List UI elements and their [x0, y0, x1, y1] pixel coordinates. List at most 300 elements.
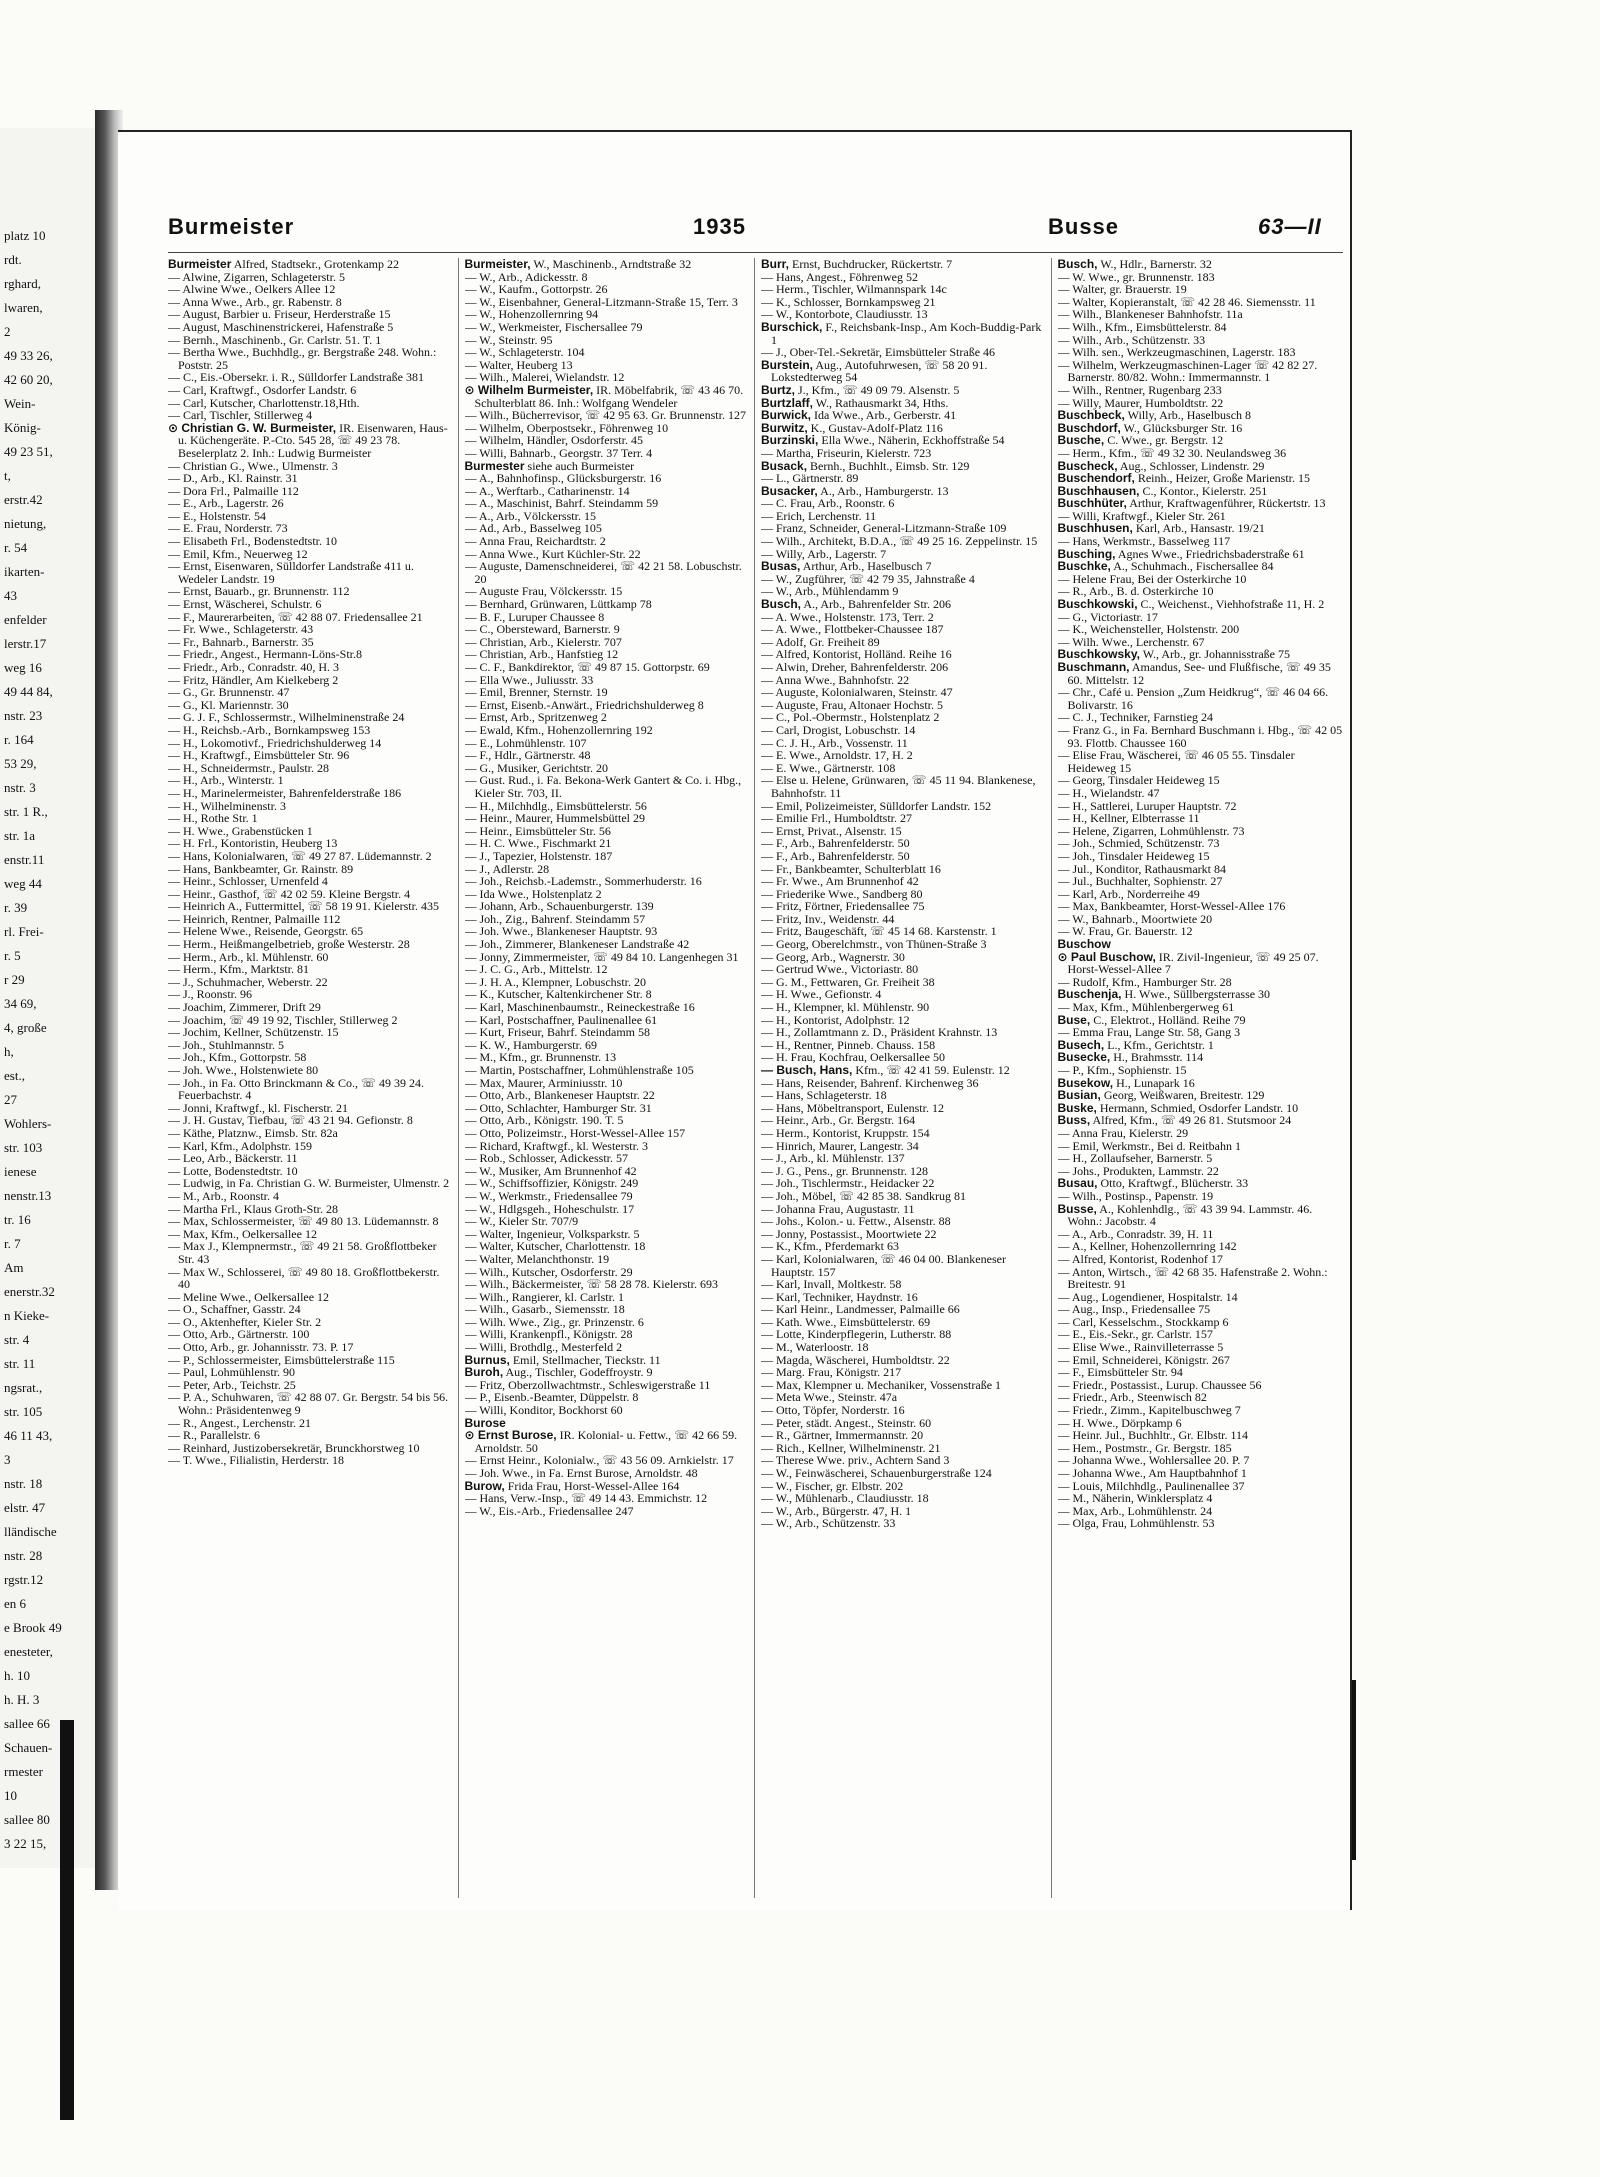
- entry-details: Bernh., Buchhlt., Eimsb. Str. 129: [810, 458, 970, 473]
- entry-details: — Hem., Postmstr., Gr. Bergstr. 185: [1057, 1440, 1232, 1455]
- entry-details: — H., Milchhdlg., Eimsbüttelerstr. 56: [464, 798, 647, 813]
- entry-details: — Ad., Arb., Basselweg 105: [464, 521, 602, 536]
- entry-details: — Max, Bankbeamter, Horst-Wessel-Allee 176: [1057, 899, 1286, 914]
- entry-details: — Herm., Tischler, Wilmannspark 14c: [761, 282, 947, 297]
- directory-entry: [1058, 724, 1345, 749]
- entry-details: — Wilh., Postinsp., Papenstr. 19: [1057, 1188, 1214, 1203]
- entry-details: — G. J. F., Schlossermstr., Wilhelminenstraße 24: [168, 710, 405, 725]
- directory-entry: [465, 384, 751, 409]
- entry-surname: Buschhausen,: [1057, 483, 1140, 498]
- entry-details: — G., Musiker, Gerichtstr. 20: [464, 760, 609, 775]
- entry-details: — Christian G., Wwe., Ulmenstr. 3: [168, 458, 338, 473]
- entry-surname: Busack,: [761, 458, 808, 473]
- entry-details: — Else u. Helene, Grünwaren, ☏ 45 11 94. Blankenese, Bahnhofstr. 11: [761, 773, 1036, 800]
- entry-details: — Alwine Wwe., Oelkers Allee 12: [168, 282, 336, 297]
- directory-entry: [168, 1454, 454, 1467]
- entry-details: Aug., Autofuhrwesen, ☏ 58 20 91. Lokstedterweg 54: [771, 357, 988, 385]
- entry-details: — D., Arb., Kl. Rainstr. 31: [168, 471, 298, 486]
- entry-details: — Joh., Stuhlmannstr. 5: [168, 1037, 285, 1052]
- entry-details: — Karl, Techniker, Haydnstr. 16: [761, 1289, 918, 1304]
- entry-details: — Wilhelm, Händler, Osdorferstr. 45: [464, 433, 643, 448]
- entry-details: — Carl, Drogist, Lobuschstr. 14: [761, 722, 916, 737]
- entry-details: — Max, Kfm., Mühlenbergerweg 61: [1057, 1000, 1235, 1015]
- entry-details: — W., Steinstr. 95: [464, 332, 553, 347]
- entry-details: — Karl Heinr., Landmesser, Palmaille 66: [761, 1302, 960, 1317]
- entry-details: — W., Schiffsoffizier, Königstr. 249: [464, 1176, 639, 1191]
- entry-details: — Hans, Möbeltransport, Eulenstr. 12: [761, 1100, 944, 1115]
- entry-details: W., Glücksburger Str. 16: [1123, 420, 1243, 435]
- entry-details: — Karl, Maschinenbaumstr., Reineckestraße 16: [464, 1000, 695, 1015]
- entry-details: — A., Maschinist, Bahrf. Steindamm 59: [464, 496, 659, 511]
- entry-details: — Hans, Reisender, Bahrenf. Kirchenweg 36: [761, 1075, 979, 1090]
- left-page-fragment: rmester: [4, 1764, 43, 1779]
- left-page-fragment: ikarten-: [4, 564, 45, 579]
- entry-details: — Johanna Frau, Augustastr. 11: [761, 1201, 915, 1216]
- entry-surname: ⊙ Ernst Burose,: [464, 1428, 557, 1443]
- left-page-fragment: enerstr.32: [4, 1284, 55, 1299]
- directory-entry: [761, 359, 1047, 384]
- entry-details: — E., Lohmühlenstr. 107: [464, 735, 587, 750]
- entry-details: — Walter, Kopieranstalt, ☏ 42 28 46. Siemensstr. 11: [1057, 294, 1316, 309]
- left-page-fragment: 3 22 15,: [4, 1836, 47, 1851]
- entry-details: — Hans, Angest., Föhrenweg 52: [761, 269, 918, 284]
- entry-details: — Willi, Kraftwgf., Kieler Str. 261: [1057, 508, 1226, 523]
- entry-details: — R., Gärtner, Immermannstr. 20: [761, 1428, 924, 1443]
- entry-details: — Fritz, Baugeschäft, ☏ 45 14 68. Karstenstr. 1: [761, 924, 997, 939]
- entry-details: — Heinr. Jul., Buchhltr., Gr. Elbstr. 114: [1057, 1428, 1249, 1443]
- entry-details: — Willi, Krankenpfl., Königstr. 28: [464, 1327, 633, 1342]
- entry-details: — Herm., Kontorist, Kruppstr. 154: [761, 1125, 930, 1140]
- entry-details: — Max, Kfm., Oelkersallee 12: [168, 1226, 317, 1241]
- entry-details: — Johs., Produkten, Lammstr. 22: [1057, 1163, 1219, 1178]
- entry-details: — Karl, Postschaffner, Paulinenallee 61: [464, 1012, 658, 1027]
- entry-details: — Helene, Zigarren, Lohmühlenstr. 73: [1057, 823, 1245, 838]
- entry-details: — Lotte, Bodenstedtstr. 10: [168, 1163, 298, 1178]
- entry-details: — Willy, Maurer, Humboldtstr. 22: [1057, 395, 1224, 410]
- entry-details: — Heinr., Eimsbütteler Str. 56: [464, 823, 611, 838]
- entry-surname: Busau,: [1057, 1176, 1098, 1191]
- directory-entry: [465, 1404, 751, 1417]
- entry-details: — A., Bahnhofinsp., Glücksburgerstr. 16: [464, 471, 662, 486]
- entry-details: — H., Wilhelminenstr. 3: [168, 798, 286, 813]
- entry-details: — C. J. H., Arb., Vossenstr. 11: [761, 735, 908, 750]
- entry-details: — R., Parallelstr. 6: [168, 1428, 260, 1443]
- entry-details: C., Elektrot., Holländ. Reihe 79: [1093, 1012, 1246, 1027]
- directory-entry: [1058, 686, 1345, 711]
- entry-details: — O., Schaffner, Gasstr. 24: [168, 1302, 301, 1317]
- entry-surname: Burose: [464, 1415, 506, 1430]
- entry-details: — Jonny, Zimmermeister, ☏ 49 84 10. Langenhegen 31: [464, 949, 739, 964]
- entry-details: — Willy, Arb., Lagerstr. 7: [761, 546, 887, 561]
- entry-details: — Hans, Kolonialwaren, ☏ 49 27 87. Lüdemannstr. 2: [168, 848, 432, 863]
- entry-details: — H. C. Wwe., Fischmarkt 21: [464, 836, 612, 851]
- entry-details: — Johann, Arb., Schauenburgerstr. 139: [464, 899, 654, 914]
- left-page-fragment: 27: [4, 1092, 17, 1107]
- left-page-fragment: 49 33 26,: [4, 348, 53, 363]
- entry-details: — E. Frau, Norderstr. 73: [168, 521, 288, 536]
- entry-details: — Wilh., Bäckermeister, ☏ 58 28 78. Kielerstr. 693: [464, 1277, 718, 1292]
- entry-details: — Otto, Arb., Königstr. 190. T. 5: [464, 1113, 624, 1128]
- entry-details: — Max J., Klempnermstr., ☏ 49 21 58. Großflottbeker Str. 43: [168, 1239, 437, 1266]
- entry-surname: Busche,: [1057, 433, 1105, 448]
- entry-surname: Buschke,: [1057, 559, 1111, 574]
- entry-surname: Burmester: [464, 458, 525, 473]
- left-page-fragment: rl. Frei-: [4, 924, 44, 939]
- entry-details: — Hans, Werkmstr., Basselweg 117: [1057, 534, 1231, 549]
- left-page-fragment: lländische: [4, 1524, 57, 1539]
- entry-details: — J., Ober-Tel.-Sekretär, Eimsbütteler Straße 46: [761, 345, 996, 360]
- entry-details: Arthur, Kraftwagenführer, Rückertstr. 13: [1129, 496, 1326, 511]
- page-top-edge: [118, 130, 1350, 132]
- entry-details: — Auguste, Frau, Altonaer Hochstr. 5: [761, 697, 943, 712]
- left-page-fragment: rgstr.12: [4, 1572, 44, 1587]
- entry-details: — Otto, Arb., Gärtnerstr. 100: [168, 1327, 310, 1342]
- left-page-fragment: rdt.: [4, 252, 22, 267]
- entry-details: — Georg, Arb., Wagnerstr. 30: [761, 949, 905, 964]
- entry-details: Ida Wwe., Arb., Gerberstr. 41: [814, 408, 957, 423]
- entry-details: — J. H. Gustav, Tiefbau, ☏ 43 21 94. Gefionstr. 8: [168, 1113, 413, 1128]
- left-page-fragment: erstr.42: [4, 492, 43, 507]
- entry-details: — A., Werftarb., Catharinenstr. 14: [464, 483, 630, 498]
- entry-details: — W., Eisenbahner, General-Litzmann-Straße 15, Terr. 3: [464, 294, 738, 309]
- entry-details: — Wilh., Rangierer, kl. Carlstr. 1: [464, 1289, 624, 1304]
- entry-details: — J., Adlerstr. 28: [464, 861, 550, 876]
- entry-details: — Karl, Arb., Norderreihe 49: [1057, 886, 1200, 901]
- entry-details: — J. H. A., Klempner, Lobuschstr. 20: [464, 974, 647, 989]
- entry-details: A., Schuhmach., Fischersallee 84: [1113, 559, 1274, 574]
- left-page-fragment: str. 103: [4, 1140, 43, 1155]
- entry-details: H., Lunapark 16: [1116, 1075, 1195, 1090]
- entry-details: — Joh., Zimmerer, Blankeneser Landstraße 42: [464, 937, 690, 952]
- entry-details: — Therese Wwe. priv., Achtern Sand 3: [761, 1453, 950, 1468]
- left-page-fragment: weg 44: [4, 876, 42, 891]
- entry-details: — Kurt, Friseur, Bahrf. Steindamm 58: [464, 1025, 650, 1040]
- left-page-fragment: König-: [4, 420, 41, 435]
- header-rule: [168, 252, 1343, 253]
- entry-details: — Carl, Kesselschm., Stockkamp 6: [1057, 1314, 1229, 1329]
- entry-details: — P. A., Schuhwaren, ☏ 42 88 07. Gr. Bergstr. 54 bis 56. Wohn.: Präsidentenweg 9: [168, 1390, 449, 1418]
- entry-details: — Georg, Tinsdaler Heideweg 15: [1057, 773, 1220, 788]
- entry-details: — Anton, Wirtsch., ☏ 42 68 35. Hafenstraße 2. Wohn.: Breitestr. 91: [1057, 1264, 1328, 1292]
- entry-details: F., Reichsbank-Insp., Am Koch-Buddig-Park 1: [771, 319, 1042, 347]
- entry-details: — Walter, Heuberg 13: [464, 357, 573, 372]
- entry-details: — Adolf, Gr. Freiheit 89: [761, 634, 880, 649]
- entry-details: — Ernst, Eisenwaren, Sülldorfer Landstraße 411 u. Wedeler Landstr. 19: [168, 559, 414, 586]
- entry-details: — Bernhard, Grünwaren, Lüttkamp 78: [464, 597, 652, 612]
- page-header: [168, 214, 1338, 248]
- entry-details: Frida Frau, Horst-Wessel-Allee 164: [507, 1478, 680, 1493]
- entry-details: — Anna Frau, Reichardtstr. 2: [464, 534, 606, 549]
- entry-surname: ⊙ Wilhelm Burmeister,: [464, 382, 594, 397]
- entry-details: Karl, Arb., Hansastr. 19/21: [1135, 521, 1265, 536]
- left-page-fragment: 2: [4, 324, 11, 339]
- entry-details: — W., Kieler Str. 707/9: [464, 1214, 579, 1229]
- entry-details: — Lotte, Kinderpflegerin, Lutherstr. 88: [761, 1327, 952, 1342]
- entry-details: Aug., Tischler, Godeffroystr. 9: [505, 1365, 653, 1380]
- entry-details: — Elisabeth Frl., Bodenstedtstr. 10: [168, 534, 337, 549]
- entry-details: — Karl, Kfm., Adolphstr. 159: [168, 1138, 312, 1153]
- entry-details: — Carl, Kraftwgf., Osdorfer Landstr. 6: [168, 382, 357, 397]
- entry-surname: Busekow,: [1057, 1075, 1114, 1090]
- entry-surname: ⊙ Paul Buschow,: [1057, 949, 1156, 964]
- entry-details: — W., Bahnarb., Moortwiete 20: [1057, 911, 1213, 926]
- entry-details: — Christian, Arb., Kielerstr. 707: [464, 634, 622, 649]
- entry-details: H. Wwe., Süllbergsterrasse 30: [1124, 987, 1271, 1002]
- directory-entry: [1058, 1266, 1345, 1291]
- entry-details: — Willi, Brothdlg., Mesterfeld 2: [464, 1340, 623, 1355]
- left-page-fragment: 49 23 51,: [4, 444, 53, 459]
- entry-details: — Hans, Verw.-Insp., ☏ 49 14 43. Emmichstr. 12: [464, 1491, 708, 1506]
- left-page-fragment: nstr. 28: [4, 1548, 43, 1563]
- entry-details: — G., Gr. Brunnenstr. 47: [168, 685, 290, 700]
- entry-details: — Friedr., Arb., Steenwisch 82: [1057, 1390, 1207, 1405]
- entry-surname: Buschkowsky,: [1057, 647, 1140, 662]
- entry-details: — Fritz, Oberzollwachtmstr., Schleswigerstraße 11: [464, 1377, 711, 1392]
- entry-details: — C., Obersteward, Barnerstr. 9: [464, 622, 620, 637]
- page-number: 63—II: [1258, 214, 1322, 239]
- entry-surname: Busse,: [1057, 1201, 1097, 1216]
- entry-details: — Georg, Oberelchmstr., von Thünen-Straße 3: [761, 937, 987, 952]
- entry-details: — Anna Wwe., Bahnhofstr. 22: [761, 672, 910, 687]
- entry-details: — Martin, Postschaffner, Lohmühlenstraße 105: [464, 1063, 694, 1077]
- entry-details: Emil, Stellmacher, Tieckstr. 11: [512, 1352, 661, 1367]
- entry-details: — H., Klempner, kl. Mühlenstr. 90: [761, 1000, 930, 1015]
- column-2: [465, 258, 756, 1898]
- entry-details: — Herm., Kfm., Marktstr. 81: [168, 962, 309, 977]
- left-page-fragment: nstr. 3: [4, 780, 36, 795]
- entry-details: — W., Hohenzollernring 94: [464, 307, 599, 322]
- entry-details: — Ernst, Arb., Spritzenweg 2: [464, 710, 607, 725]
- entry-surname: ⊙ Christian G. W. Burmeister,: [168, 420, 337, 435]
- entry-surname: Burmeister,: [464, 258, 531, 271]
- header-last-entry: Busse: [1048, 214, 1120, 239]
- entry-details: L., Kfm., Gerichtstr. 1: [1107, 1037, 1214, 1052]
- entry-details: — Herm., Kfm., ☏ 49 32 30. Neulandsweg 36: [1057, 445, 1287, 460]
- entry-surname: Burzinski,: [761, 433, 819, 448]
- entry-details: Alfred, Kfm., ☏ 49 26 81. Stutsmoor 24: [1092, 1113, 1292, 1128]
- entry-details: — O., Aktenhefter, Kieler Str. 2: [168, 1314, 322, 1329]
- entry-details: — Fr. Wwe., Schlageterstr. 43: [168, 622, 314, 637]
- entry-details: — Reinhard, Justizobersekretär, Brunckhorstweg 10: [168, 1440, 420, 1455]
- entry-details: — Anna Wwe., Arb., gr. Rabenstr. 8: [168, 294, 342, 309]
- entry-details: — Walter, Kutscher, Charlottenstr. 18: [464, 1239, 646, 1254]
- entry-details: A., Arb., Bahrenfelder Str. 206: [803, 597, 951, 612]
- entry-details: — Aug., Logendiener, Hospitalstr. 14: [1057, 1289, 1238, 1304]
- entry-details: — Joh., Tischlermstr., Heidacker 22: [761, 1176, 935, 1191]
- entry-surname: Burow,: [464, 1478, 505, 1493]
- left-page-fragment: nenstr.13: [4, 1188, 52, 1203]
- entry-details: — W., Arb., Adickesstr. 8: [464, 269, 588, 284]
- entry-details: — Joh., Schmied, Schützenstr. 73: [1057, 836, 1220, 851]
- entry-details: — H., Reichsb.-Arb., Bornkampsweg 153: [168, 722, 371, 737]
- left-page-fragment: rghard,: [4, 276, 41, 291]
- entry-details: — H., Lokomotivf., Friedrichshulderweg 14: [168, 735, 382, 750]
- entry-surname: Burtzlaff,: [761, 395, 813, 410]
- entry-details: Ella Wwe., Näherin, Eckhoffstraße 54: [821, 433, 1005, 448]
- entry-details: — A. Wwe., Holstenstr. 173, Terr. 2: [761, 609, 934, 624]
- left-page-fragment: platz 10: [4, 228, 46, 243]
- entry-details: — Joh., Möbel, ☏ 42 85 38. Sandkrug 81: [761, 1188, 967, 1203]
- entry-details: — Walter, Melanchthonstr. 19: [464, 1251, 610, 1266]
- entry-details: — Meta Wwe., Steinstr. 47a: [761, 1390, 898, 1405]
- entry-details: — A., Kellner, Hohenzollernring 142: [1057, 1239, 1237, 1254]
- column-3: [761, 258, 1052, 1898]
- entry-details: — W., Musiker, Am Brunnenhof 42: [464, 1163, 637, 1178]
- left-page-fragment: est.,: [4, 1068, 25, 1083]
- entry-details: — W., Werkmeister, Fischersallee 79: [464, 319, 643, 334]
- entry-details: — F., Maurerarbeiten, ☏ 42 88 07. Friedensallee 21: [168, 609, 423, 624]
- entry-details: — Joh. Wwe., in Fa. Ernst Burose, Arnoldstr. 48: [464, 1466, 698, 1480]
- entry-surname: Buschhüter,: [1057, 496, 1127, 511]
- left-page-fragment: lerstr.17: [4, 636, 47, 651]
- entry-details: W., Rathausmarkt 34, Hths.: [815, 395, 949, 410]
- entry-surname: Busian,: [1057, 1088, 1101, 1103]
- entry-details: — Fr., Bankbeamter, Schulterblatt 16: [761, 861, 941, 876]
- entry-details: — Helene Wwe., Reisende, Georgstr. 65: [168, 924, 364, 939]
- column-1: [168, 258, 459, 1898]
- entry-details: — Anna Wwe., Kurt Küchler-Str. 22: [464, 546, 641, 561]
- entry-details: Georg, Weißwaren, Breitestr. 129: [1103, 1088, 1265, 1103]
- entry-details: H., Brahmsstr. 114: [1113, 1050, 1204, 1065]
- entry-details: — Meline Wwe., Oelkersallee 12: [168, 1289, 330, 1304]
- entry-details: — Carl, Tischler, Stillerweg 4: [168, 408, 313, 423]
- entry-details: — J. C. G., Arb., Mittelstr. 12: [464, 962, 608, 977]
- entry-details: W., Maschinenb., Arndtstraße 32: [533, 258, 692, 271]
- entry-details: — Heinr., Arb., Gr. Bergstr. 164: [761, 1113, 916, 1128]
- directory-entry: [761, 321, 1047, 346]
- left-page-fragment: 46 11 43,: [4, 1428, 53, 1443]
- entry-details: Alfred, Stadtsekr., Grotenkamp 22: [233, 258, 400, 271]
- entry-details: — Alfred, Kontorist, Holländ. Reihe 16: [761, 647, 952, 662]
- left-page-fragment: sallee 80: [4, 1812, 50, 1827]
- entry-details: — Martha Frl., Klaus Groth-Str. 28: [168, 1201, 338, 1216]
- entry-details: — Joh., Tinsdaler Heideweg 15: [1057, 848, 1210, 863]
- entry-surname: Buschmann,: [1057, 660, 1130, 674]
- entry-details: — G., Victoriastr. 17: [1057, 609, 1158, 624]
- entry-details: — H., Rentner, Pinneb. Chauss. 158: [761, 1037, 936, 1052]
- entry-details: — Ernst, Bauarb., gr. Brunnenstr. 112: [168, 584, 350, 599]
- entry-details: — Wilh., Blankeneser Bahnhofstr. 11a: [1057, 307, 1243, 322]
- entry-details: — C. Frau, Arb., Roonstr. 6: [761, 496, 895, 511]
- entry-surname: Busecke,: [1057, 1050, 1111, 1065]
- entry-details: — Elise Frau, Wäscherei, ☏ 46 05 55. Tinsdaler Heideweg 15: [1057, 748, 1295, 775]
- entry-details: — C. F., Bankdirektor, ☏ 49 87 15. Gottorpstr. 69: [464, 660, 710, 674]
- entry-details: — August, Maschinenstrickerei, Hafenstraße 5: [168, 319, 394, 334]
- entry-details: — Rudolf, Kfm., Hamburger Str. 28: [1057, 974, 1232, 989]
- entry-details: — August, Barbier u. Friseur, Herderstraße 15: [168, 307, 391, 322]
- entry-details: — W., Arb., Bürgerstr. 47, H. 1: [761, 1503, 912, 1518]
- entry-details: — Fritz, Förtner, Friedensallee 75: [761, 899, 925, 914]
- entry-details: — H., Zollaufseher, Barnerstr. 5: [1057, 1151, 1213, 1166]
- entry-details: — F., Hdlr., Gärtnerstr. 48: [464, 748, 591, 763]
- entry-details: — H., Arb., Winterstr. 1: [168, 773, 284, 788]
- entry-details: — Wilhelm, Werkzeugmaschinen-Lager ☏ 42 82 27. Barnerstr. 80/82. Wohn.: Immermannstr. 1: [1057, 357, 1318, 385]
- entry-details: IR. Zivil-Ingenieur, ☏ 49 25 07. Horst-Wessel-Allee 7: [1067, 949, 1319, 977]
- directory-entry: [761, 1253, 1047, 1278]
- entry-details: K., Gustav-Adolf-Platz 116: [810, 420, 943, 435]
- entry-details: — Karl, Invall, Moltkestr. 58: [761, 1277, 902, 1292]
- entry-details: — Max, Maurer, Arminiusstr. 10: [464, 1075, 623, 1090]
- entry-details: — R., Angest., Lerchenstr. 21: [168, 1415, 311, 1430]
- entry-details: — G. M., Fettwaren, Gr. Freiheit 38: [761, 974, 935, 989]
- entry-details: — Otto, Arb., Blankeneser Hauptstr. 22: [464, 1088, 655, 1103]
- entry-details: — Friederike Wwe., Sandberg 80: [761, 886, 923, 901]
- entry-details: — H., Marinelermeister, Bahrenfelderstraße 186: [168, 785, 402, 800]
- entry-details: — B. F., Luruper Chaussee 8: [464, 609, 605, 624]
- directory-page: [118, 130, 1352, 1910]
- entry-surname: Busech,: [1057, 1037, 1105, 1052]
- entry-details: — Ernst, Privat., Alsenstr. 15: [761, 823, 902, 838]
- entry-details: — Heinr., Maurer, Hummelsbüttel 29: [464, 811, 645, 826]
- entry-details: — A., Arb., Conradstr. 39, H. 11: [1057, 1226, 1214, 1241]
- entry-details: — Fritz, Inv., Weidenstr. 44: [761, 911, 895, 926]
- directory-entry: [1058, 1203, 1345, 1228]
- entry-details: — Käthe, Platznw., Eimsb. Str. 82a: [168, 1125, 338, 1140]
- entry-details: — Jul., Konditor, Rathausmarkt 84: [1057, 861, 1227, 876]
- entry-details: — Joh., Zig., Bahrenf. Steindamm 57: [464, 911, 646, 926]
- entry-details: — Hans, Bankbeamter, Gr. Rainstr. 89: [168, 861, 354, 876]
- entry-details: — Wilh., Malerei, Wielandstr. 12: [464, 370, 625, 385]
- entry-details: — Auguste, Kolonialwaren, Steinstr. 47: [761, 685, 953, 700]
- left-page-fragment: Schauen-: [4, 1740, 53, 1755]
- entry-details: — Walter, Ingenieur, Volksparkstr. 5: [464, 1226, 640, 1241]
- entry-details: — W., Mühlenarb., Claudiusstr. 18: [761, 1491, 929, 1506]
- entry-surname: Busch,: [761, 597, 802, 612]
- entry-surname: Buse,: [1057, 1012, 1091, 1027]
- entry-details: Kfm., ☏ 42 41 59. Eulenstr. 12: [855, 1063, 1010, 1077]
- entry-details: — Wilh., Rentner, Rugenbarg 233: [1057, 382, 1222, 397]
- directory-entry: [1058, 749, 1345, 774]
- entry-details: — H. Frl., Kontoristin, Heuberg 13: [168, 836, 338, 851]
- left-page-fragment: en 6: [4, 1596, 27, 1611]
- entry-details: — H. Wwe., Grabenstücken 1: [168, 823, 313, 838]
- entry-details: — Helene Frau, Bei der Osterkirche 10: [1057, 571, 1247, 586]
- entry-details: — Joh., Kfm., Gottorpstr. 58: [168, 1050, 307, 1065]
- entry-details: — Bertha Wwe., Buchhdlg., gr. Bergstraße 248. Wohn.: Poststr. 25: [168, 345, 437, 372]
- entry-details: — Emil, Polizeimeister, Sülldorfer Landstr. 152: [761, 798, 992, 813]
- entry-details: — J., Tapezier, Holstenstr. 187: [464, 848, 613, 863]
- left-page-fragment: weg 16: [4, 660, 42, 675]
- entry-details: — Joh., in Fa. Otto Brinckmann & Co., ☏ 49 39 24. Feuerbachstr. 4: [168, 1075, 425, 1103]
- left-page-fragment: n Kieke-: [4, 1308, 50, 1323]
- directory-entry: [168, 1266, 454, 1291]
- entry-details: — Jonni, Kraftwgf., kl. Fischerstr. 21: [168, 1100, 348, 1115]
- entry-details: — Hinrich, Maurer, Langestr. 34: [761, 1138, 919, 1153]
- entry-surname: Buschow: [1057, 937, 1111, 952]
- left-page-fragment: r. 54: [4, 540, 28, 555]
- entry-details: — Herm., Arb., kl. Mühlenstr. 60: [168, 949, 329, 964]
- left-page-fragment: nietung,: [4, 516, 47, 531]
- entry-surname: Buschenja,: [1057, 987, 1122, 1002]
- entry-details: — K., Kfm., Pferdemarkt 63: [761, 1239, 899, 1254]
- directory-entry: [1058, 1517, 1345, 1530]
- entry-details: — Wilh., Kutscher, Osdorferstr. 29: [464, 1264, 633, 1279]
- directory-entry: [168, 346, 454, 371]
- entry-details: — E., Holstenstr. 54: [168, 508, 266, 523]
- entry-details: — Joh. Wwe., Holstenwiete 80: [168, 1063, 319, 1077]
- entry-details: — Wilh., Architekt, B.D.A., ☏ 49 25 16. Zeppelinstr. 15: [761, 534, 1038, 549]
- entry-details: — K., Kutscher, Kaltenkirchener Str. 8: [464, 987, 652, 1002]
- entry-details: — Joh., Reichsb.-Lademstr., Sommerhuderstr. 16: [464, 874, 702, 889]
- entry-details: — Max W., Schlosserei, ☏ 49 80 18. Großflottbekerstr. 40: [168, 1264, 440, 1292]
- entry-details: — W., Eis.-Arb., Friedensallee 247: [464, 1503, 634, 1518]
- entry-surname: Burr,: [761, 258, 790, 271]
- left-page-edge: [0, 128, 105, 1868]
- entry-details: Willy, Arb., Haselbusch 8: [1127, 408, 1252, 423]
- directory-entry: [465, 1505, 751, 1518]
- entry-details: — H., Zollamtmann z. D., Präsident Krahnstr. 13: [761, 1025, 998, 1040]
- entry-details: — C. J., Techniker, Farnstieg 24: [1057, 710, 1213, 725]
